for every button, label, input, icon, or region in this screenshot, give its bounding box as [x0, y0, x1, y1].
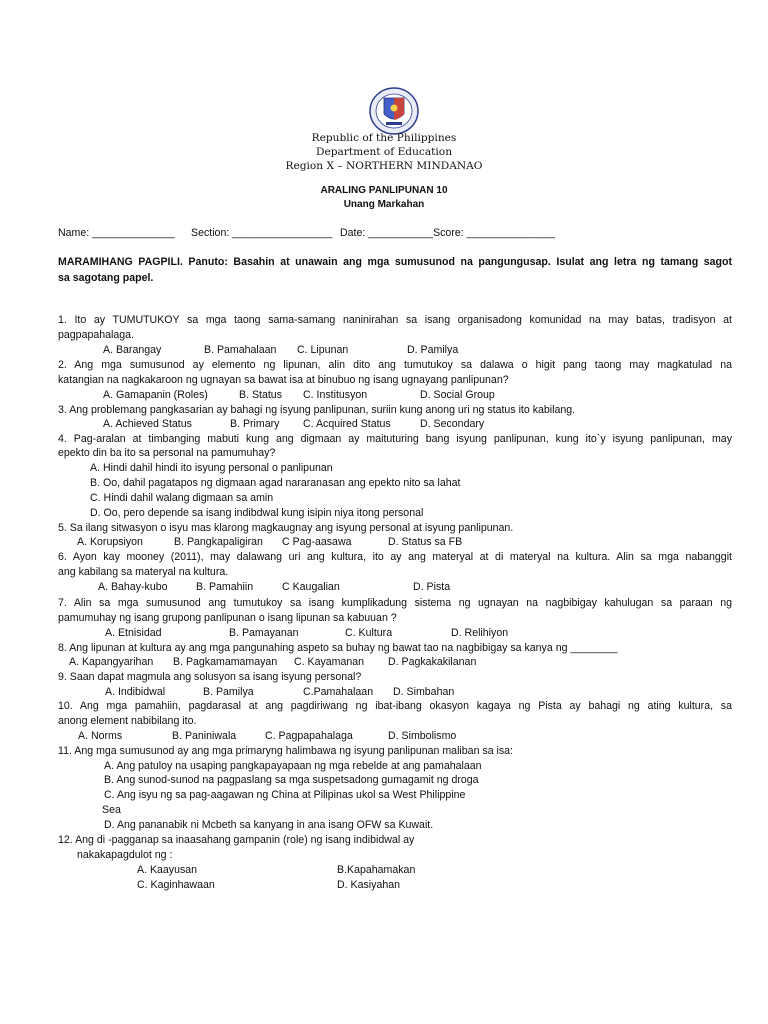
q5-option-c: C Pag-aasawa: [282, 536, 352, 548]
q7-option-b: B. Pamayanan: [229, 627, 299, 639]
q11-option-b: B. Ang sunod-sunod na pagpaslang sa mga suspetsadong gumagamit ng droga: [104, 774, 479, 786]
q10-option-d: D. Simbolismo: [388, 730, 457, 742]
q1-option-b: B. Pamahalaan: [204, 344, 277, 356]
question-10-text-cont: anong element nabibilang ito.: [58, 715, 197, 727]
question-1-text: 1. Ito ay TUMUTUKOY sa mga taong sama-samang naninirahan sa isang organisadong komunidad na may batas, tradisyon at: [58, 314, 732, 326]
quarter-title: Unang Markahan: [343, 199, 425, 210]
q10-option-c: C. Pagpapahalaga: [265, 730, 353, 742]
q3-option-c: C. Acquired Status: [303, 418, 391, 430]
q1-option-c: C. Lipunan: [297, 344, 349, 356]
q6-option-d: D. Pista: [413, 581, 451, 593]
q5-option-a: A. Korupsiyon: [77, 536, 143, 548]
question-5-text: 5. Sa ilang sitwasyon o isyu mas klarong magkaugnay ang isyung personal at isyung panlipunan.: [58, 522, 514, 534]
q7-option-d: D. Relihiyon: [451, 627, 509, 639]
question-3-text: 3. Ang problemang pangkasarian ay bahagi ng isyung panlipunan, suriin kung anong uri ng status ito kabilang.: [58, 404, 576, 416]
question-7-text: 7. Alin sa mga sumusunod ang tumutukoy sa isang kumplikadung sistema ng ugnayan na nagbibigay kahulugan sa paraan ng: [58, 597, 732, 609]
subject-title: ARALING PANLIPUNAN 10: [320, 185, 448, 196]
q4-option-c: C. Hindi dahil walang digmaan sa amin: [90, 492, 274, 504]
q1-option-a: A. Barangay: [103, 344, 162, 356]
q11-option-c-cont: Sea: [102, 804, 121, 816]
q8-option-c: C. Kayamanan: [294, 656, 365, 668]
q2-option-b: B. Status: [239, 389, 282, 401]
question-6-text-cont: ang kabilang sa materyal na kultura.: [58, 566, 229, 578]
header-republic: Republic of the Philippines: [311, 132, 457, 144]
q11-option-d: D. Ang pananabik ni Mcbeth sa kanyang in ana isang OFW sa Kuwait.: [104, 819, 434, 831]
q7-option-a: A. Etnisidad: [105, 627, 162, 639]
section-field: Section: _________________: [191, 227, 333, 239]
question-2-text: 2. Ang mga sumusunod ay elemento ng lipunan, alin dito ang tumutukoy sa dalawa o higit pang taong may magkatulad na: [58, 359, 732, 371]
q3-option-b: B. Primary: [230, 418, 280, 430]
q6-option-c: C Kaugalian: [282, 581, 340, 593]
q3-option-d: D. Secondary: [420, 418, 485, 430]
q9-option-d: D. Simbahan: [393, 686, 455, 698]
q2-option-a: A. Gamapanin (Roles): [103, 389, 208, 401]
q3-option-a: A. Achieved Status: [103, 418, 192, 430]
question-12-text: 12. Ang di -pagganap sa inaasahang gampanin (role) ng isang indibidwal ay: [58, 834, 415, 846]
q2-option-d: D. Social Group: [420, 389, 495, 401]
q6-option-b: B. Pamahiin: [196, 581, 254, 593]
question-2-text-cont: katangian na nagkakaroon ng ugnayan sa bawat isa at binubuo ng isang ugnayang panlipunan?: [58, 374, 509, 386]
question-11-text: 11. Ang mga sumusunod ay ang mga primaryng halimbawa ng isyung panlipunan maliban sa isa:: [58, 745, 514, 757]
question-6-text: 6. Ayon kay mooney (2011), may dalawang uri ang kultura, ito ay ang materyal at di materyal na kultura. Alin sa mga nabanggit: [58, 551, 732, 563]
q2-option-c: C. Institusyon: [303, 389, 368, 401]
q12-option-a: A. Kaayusan: [137, 864, 198, 876]
date-score-field: Date: ___________Score: _______________: [340, 227, 556, 239]
q11-option-c: C. Ang isyu ng sa pag-aagawan ng China at Pilipinas ukol sa West Philippine: [104, 789, 466, 801]
q11-option-a: A. Ang patuloy na usaping pangkapayapaan ng mga rebelde at ang pamahalaan: [104, 760, 482, 772]
instructions-line-2: sa sagotang papel.: [58, 272, 154, 284]
q8-option-b: B. Pagkamamamayan: [173, 656, 278, 668]
question-4-text: 4. Pag-aralan at timbanging mabuti kung ang digmaan ay maituturing bang isyung panlipunan, kung ito`y isyung panlipunan, may: [58, 433, 732, 445]
header-region: Region X – NORTHERN MINDANAO: [285, 160, 483, 172]
q7-option-c: C. Kultura: [345, 627, 393, 639]
q9-option-b: B. Pamilya: [203, 686, 254, 698]
question-7-text-cont: pamumuhay ng isang grupong panlipunan o isang lipunan sa kabuuan ?: [58, 612, 397, 624]
header-department: Department of Education: [315, 146, 453, 158]
question-8-text: 8. Ang lipunan at kultura ay ang mga pangunahing aspeto sa buhay ng bawat tao na nagbibigay sa kanya ng ________: [58, 642, 618, 654]
q8-option-d: D. Pagkakakilanan: [388, 656, 477, 668]
q6-option-a: A. Bahay-kubo: [98, 581, 168, 593]
q4-option-d: D. Oo, pero depende sa isang indibdwal kung isipin niya itong personal: [90, 507, 424, 519]
q12-option-c: C. Kaginhawaan: [137, 879, 215, 891]
q10-option-b: B. Paniniwala: [172, 730, 237, 742]
question-10-text: 10. Ang mga pamahiin, pagdarasal at ang pagdiriwang ng ibat-ibang okasyon kagaya ng Pista ay bahagi ng ating kultura, sa: [58, 700, 732, 712]
question-4-text-cont: epekto din ba ito sa personal na pamumuhay?: [58, 447, 276, 459]
question-1-text-cont: pagpapahalaga.: [58, 329, 134, 341]
q4-option-b: B. Oo, dahil pagatapos ng digmaan agad nararanasan ang epekto nito sa lahat: [90, 477, 461, 489]
deped-seal-logo: [356, 86, 432, 136]
q10-option-a: A. Norms: [78, 730, 123, 742]
name-field: Name: ______________: [58, 227, 175, 239]
q5-option-d: D. Status sa FB: [388, 536, 463, 548]
q8-option-a: A. Kapangyarihan: [69, 656, 154, 668]
instructions-line-1: MARAMIHANG PAGPILI. Panuto: Basahin at unawain ang mga sumusunod na pangungusap. Isulat ang letra ng tamang sagot: [58, 256, 732, 268]
q12-option-b: B.Kapahamakan: [337, 864, 416, 876]
q9-option-a: A. Indibidwal: [105, 686, 166, 698]
q5-option-b: B. Pangkapaligiran: [174, 536, 263, 548]
q4-option-a: A. Hindi dahil hindi ito isyung personal o panlipunan: [90, 462, 333, 474]
question-12-text-cont: nakakapagdulot ng :: [77, 849, 173, 861]
q9-option-c: C.Pamahalaan: [303, 686, 374, 698]
q1-option-d: D. Pamilya: [407, 344, 459, 356]
q12-option-d: D. Kasiyahan: [337, 879, 401, 891]
question-9-text: 9. Saan dapat magmula ang solusyon sa isang isyung personal?: [58, 671, 362, 683]
